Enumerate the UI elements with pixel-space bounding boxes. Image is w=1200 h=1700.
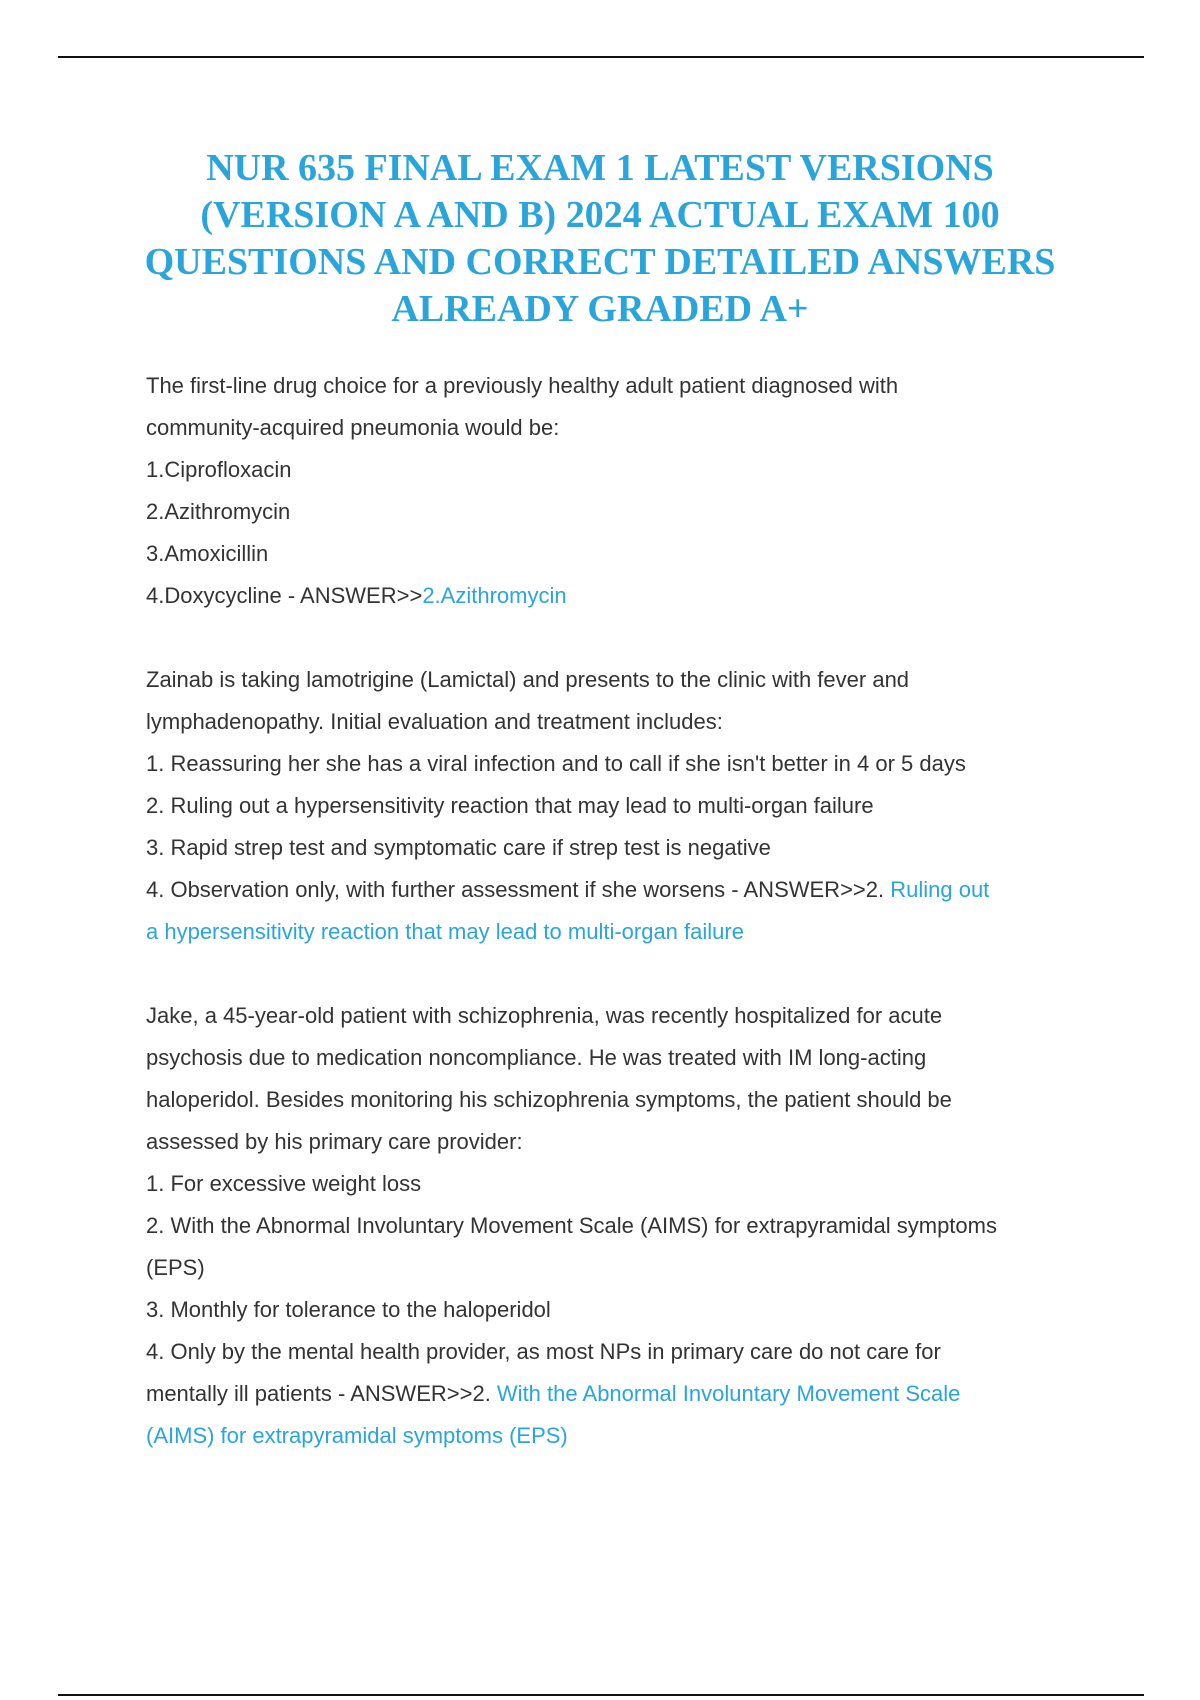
top-rule	[58, 56, 1144, 58]
correct-answer: 2.Azithromycin	[422, 583, 567, 608]
document-title: NUR 635 FINAL EXAM 1 LATEST VERSIONS (VERSION A AND B) 2024 ACTUAL EXAM 100 QUESTIONS AND CORRECT DETAILED ANSWERS ALREADY GRADED A+	[144, 147, 1056, 330]
option-line: 2. With the Abnormal Involuntary Movement Scale (AIMS) for extrapyramidal symptoms	[146, 1213, 997, 1238]
option-line: 4. Only by the mental health provider, as most NPs in primary care do not care for	[146, 1339, 941, 1364]
question-line: psychosis due to medication noncompliance. He was treated with IM long-acting	[146, 1045, 927, 1070]
option-line: 3. Monthly for tolerance to the haloperidol	[146, 1297, 551, 1322]
question-line: Jake, a 45-year-old patient with schizophrenia, was recently hospitalized for acute	[146, 1003, 943, 1028]
answer-line	[146, 869, 1096, 911]
option-line: 2.Azithromycin	[146, 499, 291, 524]
option-line: 3. Rapid strep test and symptomatic care if strep test is negative	[146, 835, 771, 860]
question-3	[146, 995, 1096, 1457]
answer-prefix: 4.Doxycycline - ANSWER>>	[146, 583, 423, 608]
option-line: 1.Ciprofloxacin	[146, 457, 292, 482]
option-line: (EPS)	[146, 1255, 205, 1280]
option-line: 1. Reassuring her she has a viral infection and to call if she isn't better in 4 or 5 days	[146, 751, 966, 776]
question-1	[146, 365, 1096, 617]
question-2	[146, 659, 1096, 953]
correct-answer: Ruling out	[890, 877, 990, 902]
answer-line	[146, 1415, 1096, 1457]
bottom-rule	[58, 1694, 1144, 1696]
option-line: 2. Ruling out a hypersensitivity reaction that may lead to multi-organ failure	[146, 793, 874, 818]
question-line: Zainab is taking lamotrigine (Lamictal) and presents to the clinic with fever and	[146, 667, 910, 692]
question-list	[146, 365, 1096, 1499]
question-line: community-acquired pneumonia would be:	[146, 415, 560, 440]
option-line: 3.Amoxicillin	[146, 541, 269, 566]
option-line: 1. For excessive weight loss	[146, 1171, 422, 1196]
question-line: lymphadenopathy. Initial evaluation and treatment includes:	[146, 709, 723, 734]
question-line: assessed by his primary care provider:	[146, 1129, 523, 1154]
correct-answer: a hypersensitivity reaction that may lead to multi-organ failure	[146, 919, 744, 944]
answer-prefix: 4. Observation only, with further assessment if she worsens - ANSWER>>2.	[146, 877, 891, 902]
correct-answer: With the Abnormal Involuntary Movement Scale	[496, 1381, 961, 1406]
answer-prefix: mentally ill patients - ANSWER>>2.	[146, 1381, 497, 1406]
answer-line	[146, 1373, 1096, 1415]
question-line: haloperidol. Besides monitoring his schizophrenia symptoms, the patient should be	[146, 1087, 952, 1112]
question-line: The first-line drug choice for a previously healthy adult patient diagnosed with	[146, 373, 899, 398]
correct-answer: (AIMS) for extrapyramidal symptoms (EPS)	[146, 1423, 568, 1448]
answer-line	[146, 575, 1096, 617]
answer-line	[146, 911, 1096, 953]
